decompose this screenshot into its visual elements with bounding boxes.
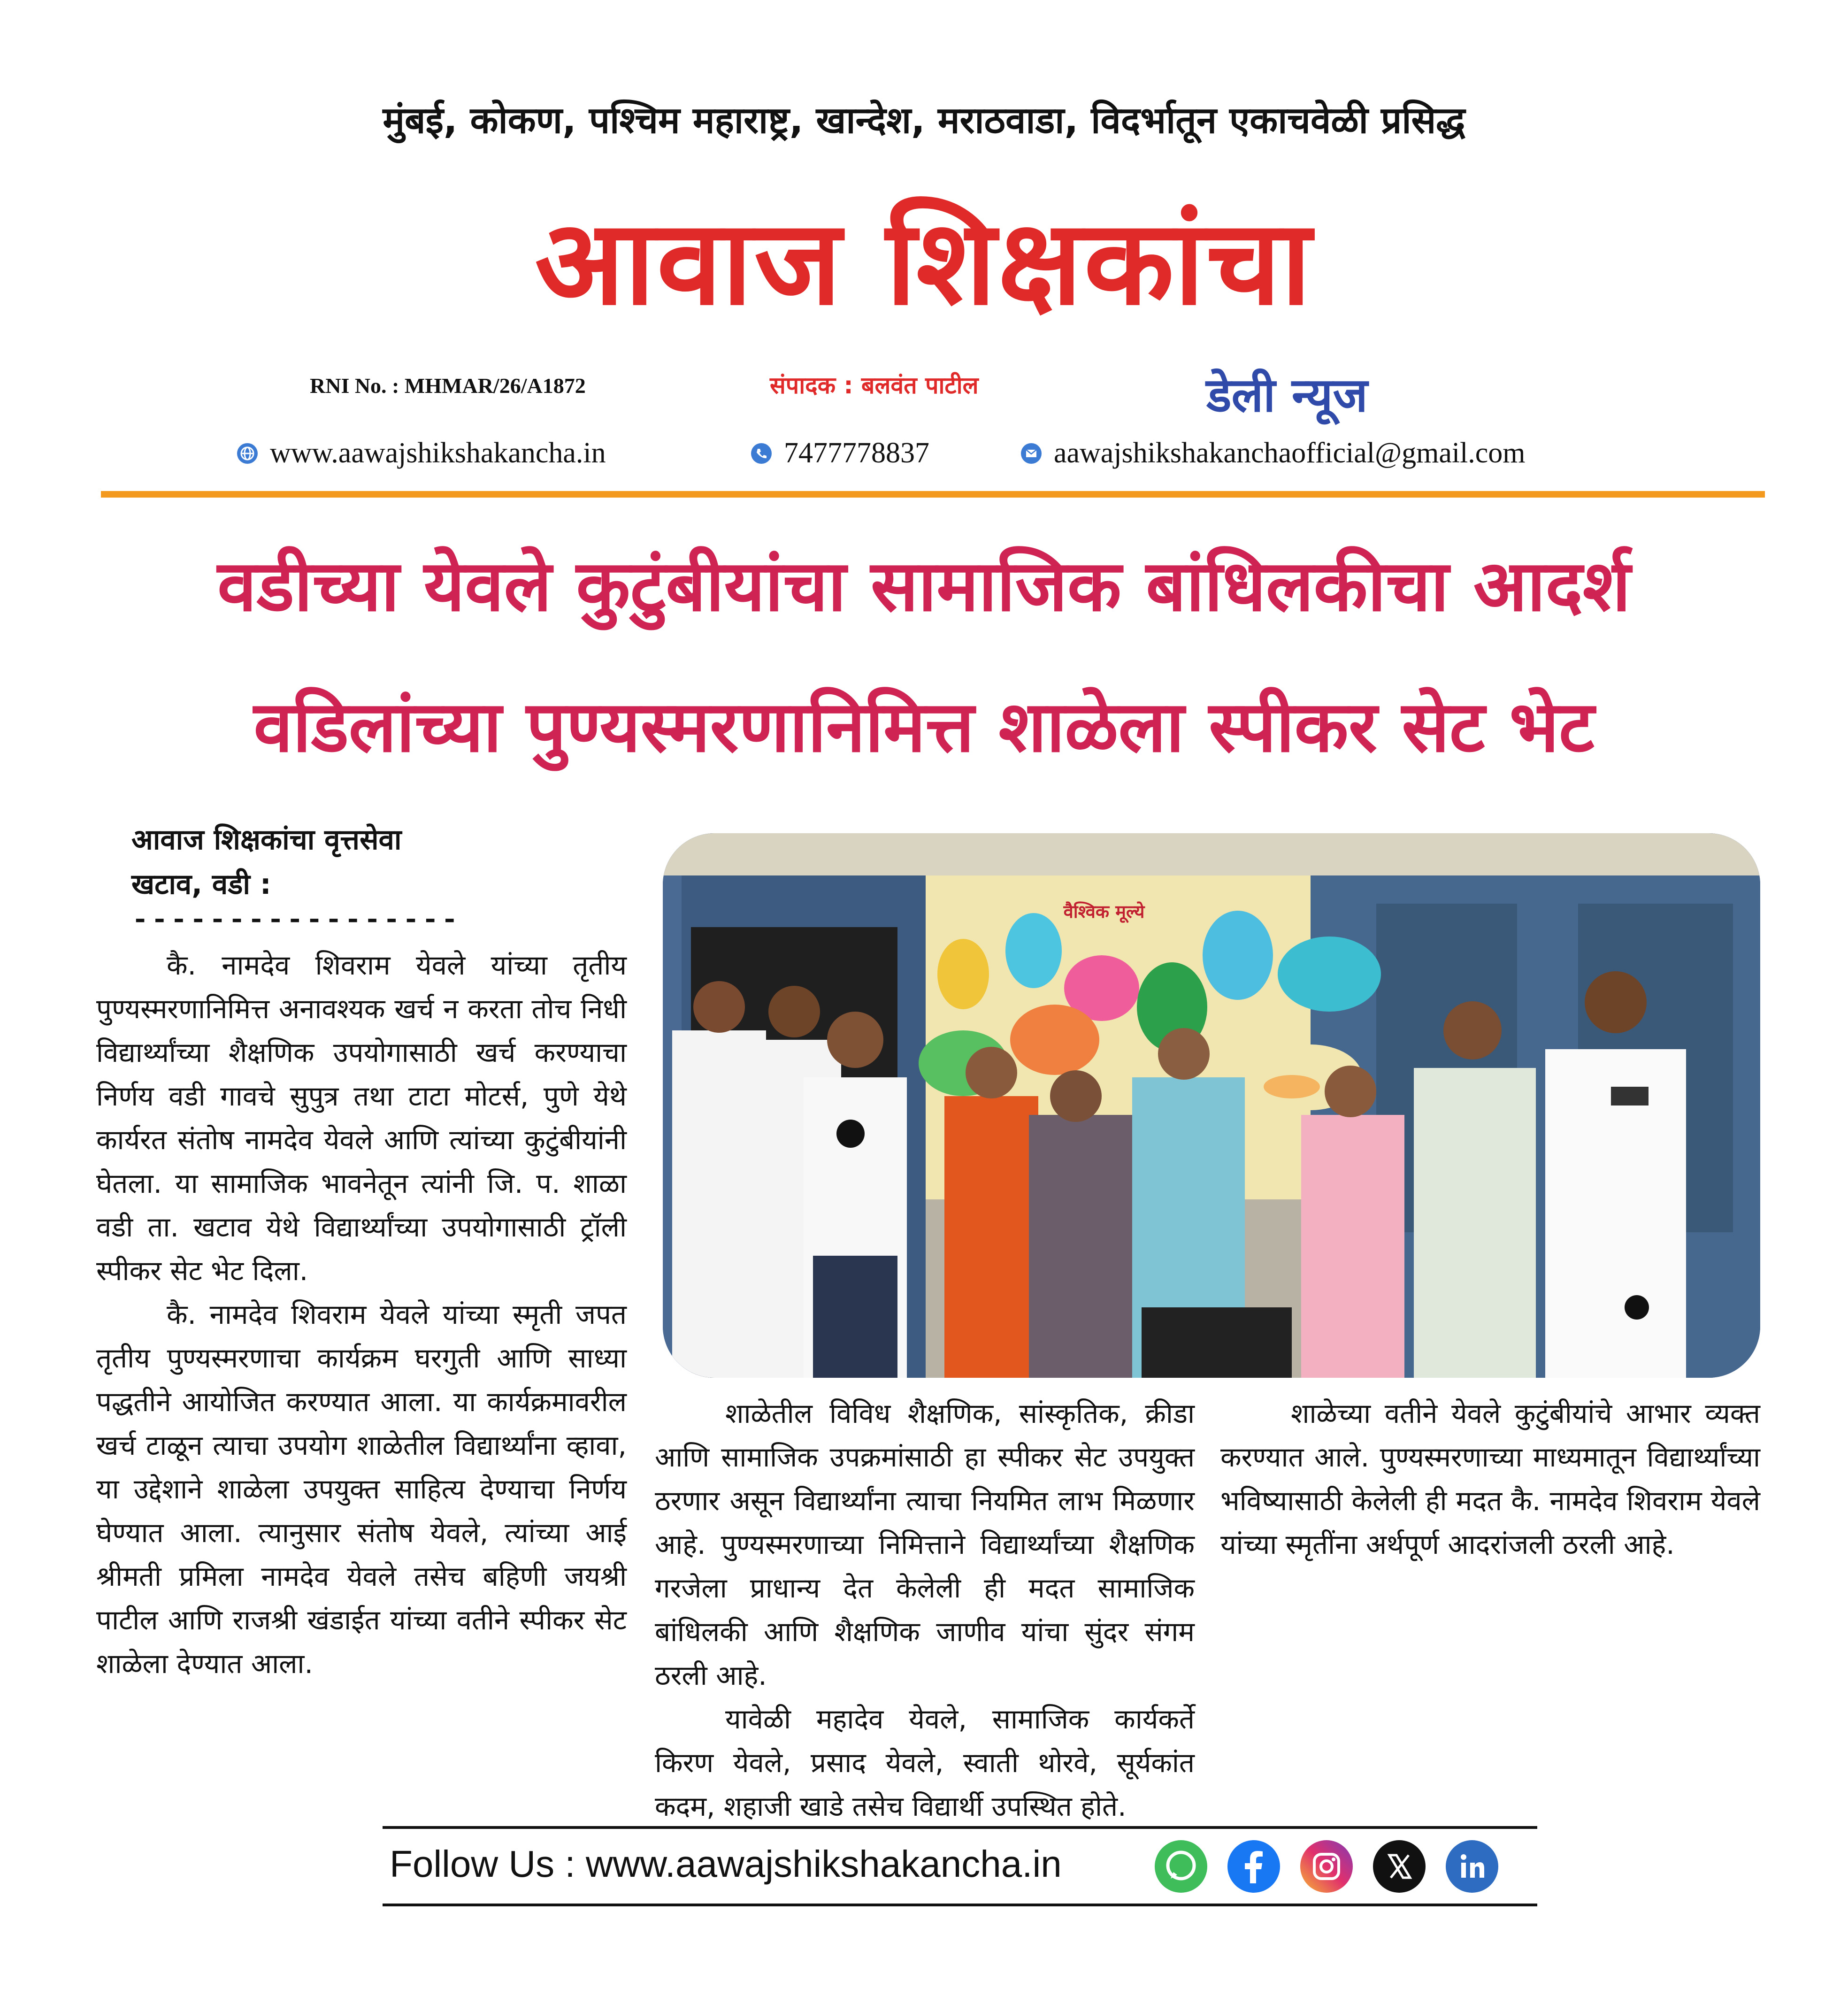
group-photo-illustration: [663, 833, 1760, 1378]
paragraph: शाळेतील विविध शैक्षणिक, सांस्कृतिक, क्रीडा आणि सामाजिक उपक्रमांसाठी हा स्पीकर सेट उपयुक्त ठरणार असून विद्यार्थ्यांना त्याचा नियमित लाभ मिळणार आहे. पुण्यस्मरणाच्या निमित्ताने विद्यार्थ्यांच्या शैक्षणिक गरजेला प्राधान्य देत केलेली ही मदत सामाजिक बांधिलकी आणि शैक्षणिक जाणीव यांचा सुंदर संगम ठरली आहे.: [655, 1397, 1195, 1691]
footer-rule-bottom: [383, 1904, 1537, 1906]
tagline: मुंबई, कोकण, पश्चिम महाराष्ट्र, खान्देश, मराठवाडा, विदर्भातून एकाचवेळी प्रसिद्ध: [383, 100, 1465, 142]
email-contact[interactable]: [1021, 437, 1526, 470]
editor-name: संपादक : बलवंत पाटील: [770, 372, 979, 399]
paragraph: यावेळी महादेव येवले, सामाजिक कार्यकर्ते किरण येवले, प्रसाद येवले, स्वाती थोरवे, सूर्यकांत कदम, शहाजी खाडे तसेच विद्यार्थी उपस्थित होते.: [655, 1703, 1195, 1822]
instagram-icon[interactable]: [1300, 1840, 1353, 1893]
article-column-2: [655, 1392, 1195, 1828]
facebook-icon[interactable]: [1227, 1840, 1280, 1893]
footer-rule-top: [383, 1826, 1537, 1829]
website-link[interactable]: www.aawajshikshakancha.in: [270, 437, 606, 469]
linkedin-icon[interactable]: [1446, 1840, 1498, 1893]
phone-contact[interactable]: [751, 437, 929, 470]
article-column-1: [96, 944, 627, 1686]
phone-number[interactable]: 7477778837: [784, 437, 929, 469]
paragraph: शाळेच्या वतीने येवले कुटुंबीयांचे आभार व्यक्त करण्यात आले. पुण्यस्मरणाच्या माध्यमातून विद्यार्थ्यांच्या भविष्यासाठी केलेली ही मदत कै. नामदेव शिवराम येवले यांच्या स्मृतींना अर्थपूर्ण आदरांजली ठरली आहे.: [1220, 1397, 1760, 1560]
byline-place: खटाव, वडी :: [131, 868, 271, 901]
phone-icon: [751, 443, 772, 464]
email-address[interactable]: aawajshikshakanchaofficial@gmail.com: [1054, 437, 1526, 469]
x-icon[interactable]: [1373, 1840, 1426, 1893]
paragraph: कै. नामदेव शिवराम येवले यांच्या स्मृती जपत तृतीय पुण्यस्मरणाचा कार्यक्रम घरगुती आणि साध्या पद्धतीने आयोजित करण्यात आला. या कार्यक्रमावरील खर्च टाळून त्याचा उपयोग शाळेतील विद्यार्थ्यांना व्हावा, या उद्देशाने शाळेला उपयुक्त साहित्य देण्याचा निर्णय घेण्यात आला. त्यानुसार संतोष येवले, त्यांच्या आई श्रीमती प्रमिला नामदेव येवले तसेच बहिणी जयश्री पाटील आणि राजश्री खंडाईत यांच्या वतीने स्पीकर सेट शाळेला देण्यात आला.: [96, 1298, 627, 1680]
headline-primary: वडीच्या येवले कुटुंबीयांचा सामाजिक बांधिलकीचा आदर्श: [217, 545, 1631, 627]
paragraph: कै. नामदेव शिवराम येवले यांच्या तृतीय पुण्यस्मरणानिमित्त अनावश्यक खर्च न करता तोच निधी विद्यार्थ्यांच्या शैक्षणिक उपयोगासाठी खर्च करण्याचा निर्णय वडी गावचे सुपुत्र तथा टाटा मोटर्स, पुणे येथे कार्यरत संतोष नामदेव येवले आणि त्यांच्या कुटुंबीयांनी घेतला. या सामाजिक भावनेतून त्यांनी जि. प. शाळा वडी ता. खटाव येथे विद्यार्थ्यांच्या उपयोगासाठी ट्रॉली स्पीकर सेट भेट दिला.: [96, 949, 627, 1287]
globe-icon: [237, 443, 258, 464]
byline-separator: -----------------: [131, 904, 460, 937]
website-contact[interactable]: [237, 437, 606, 470]
headline-secondary: वडिलांच्या पुण्यस्मरणानिमित्त शाळेला स्पीकर सेट भेट: [253, 686, 1595, 768]
follow-us-text[interactable]: Follow Us : www.aawajshikshakancha.in: [390, 1843, 1062, 1885]
article-photo: [663, 833, 1760, 1378]
whatsapp-icon[interactable]: [1155, 1840, 1207, 1893]
mail-icon: [1021, 443, 1042, 464]
mural-title: वैश्विक मूल्ये: [1063, 901, 1145, 922]
header-divider: [101, 491, 1765, 498]
byline-source: आवाज शिक्षकांचा वृत्तसेवा: [131, 823, 402, 856]
article-column-3: [1220, 1392, 1760, 1566]
masthead-title: आवाज शिक्षकांचा: [535, 194, 1313, 331]
rni-number: RNI No. : MHMAR/26/A1872: [310, 374, 586, 398]
edition-label: डेली न्यूज: [1206, 368, 1368, 422]
